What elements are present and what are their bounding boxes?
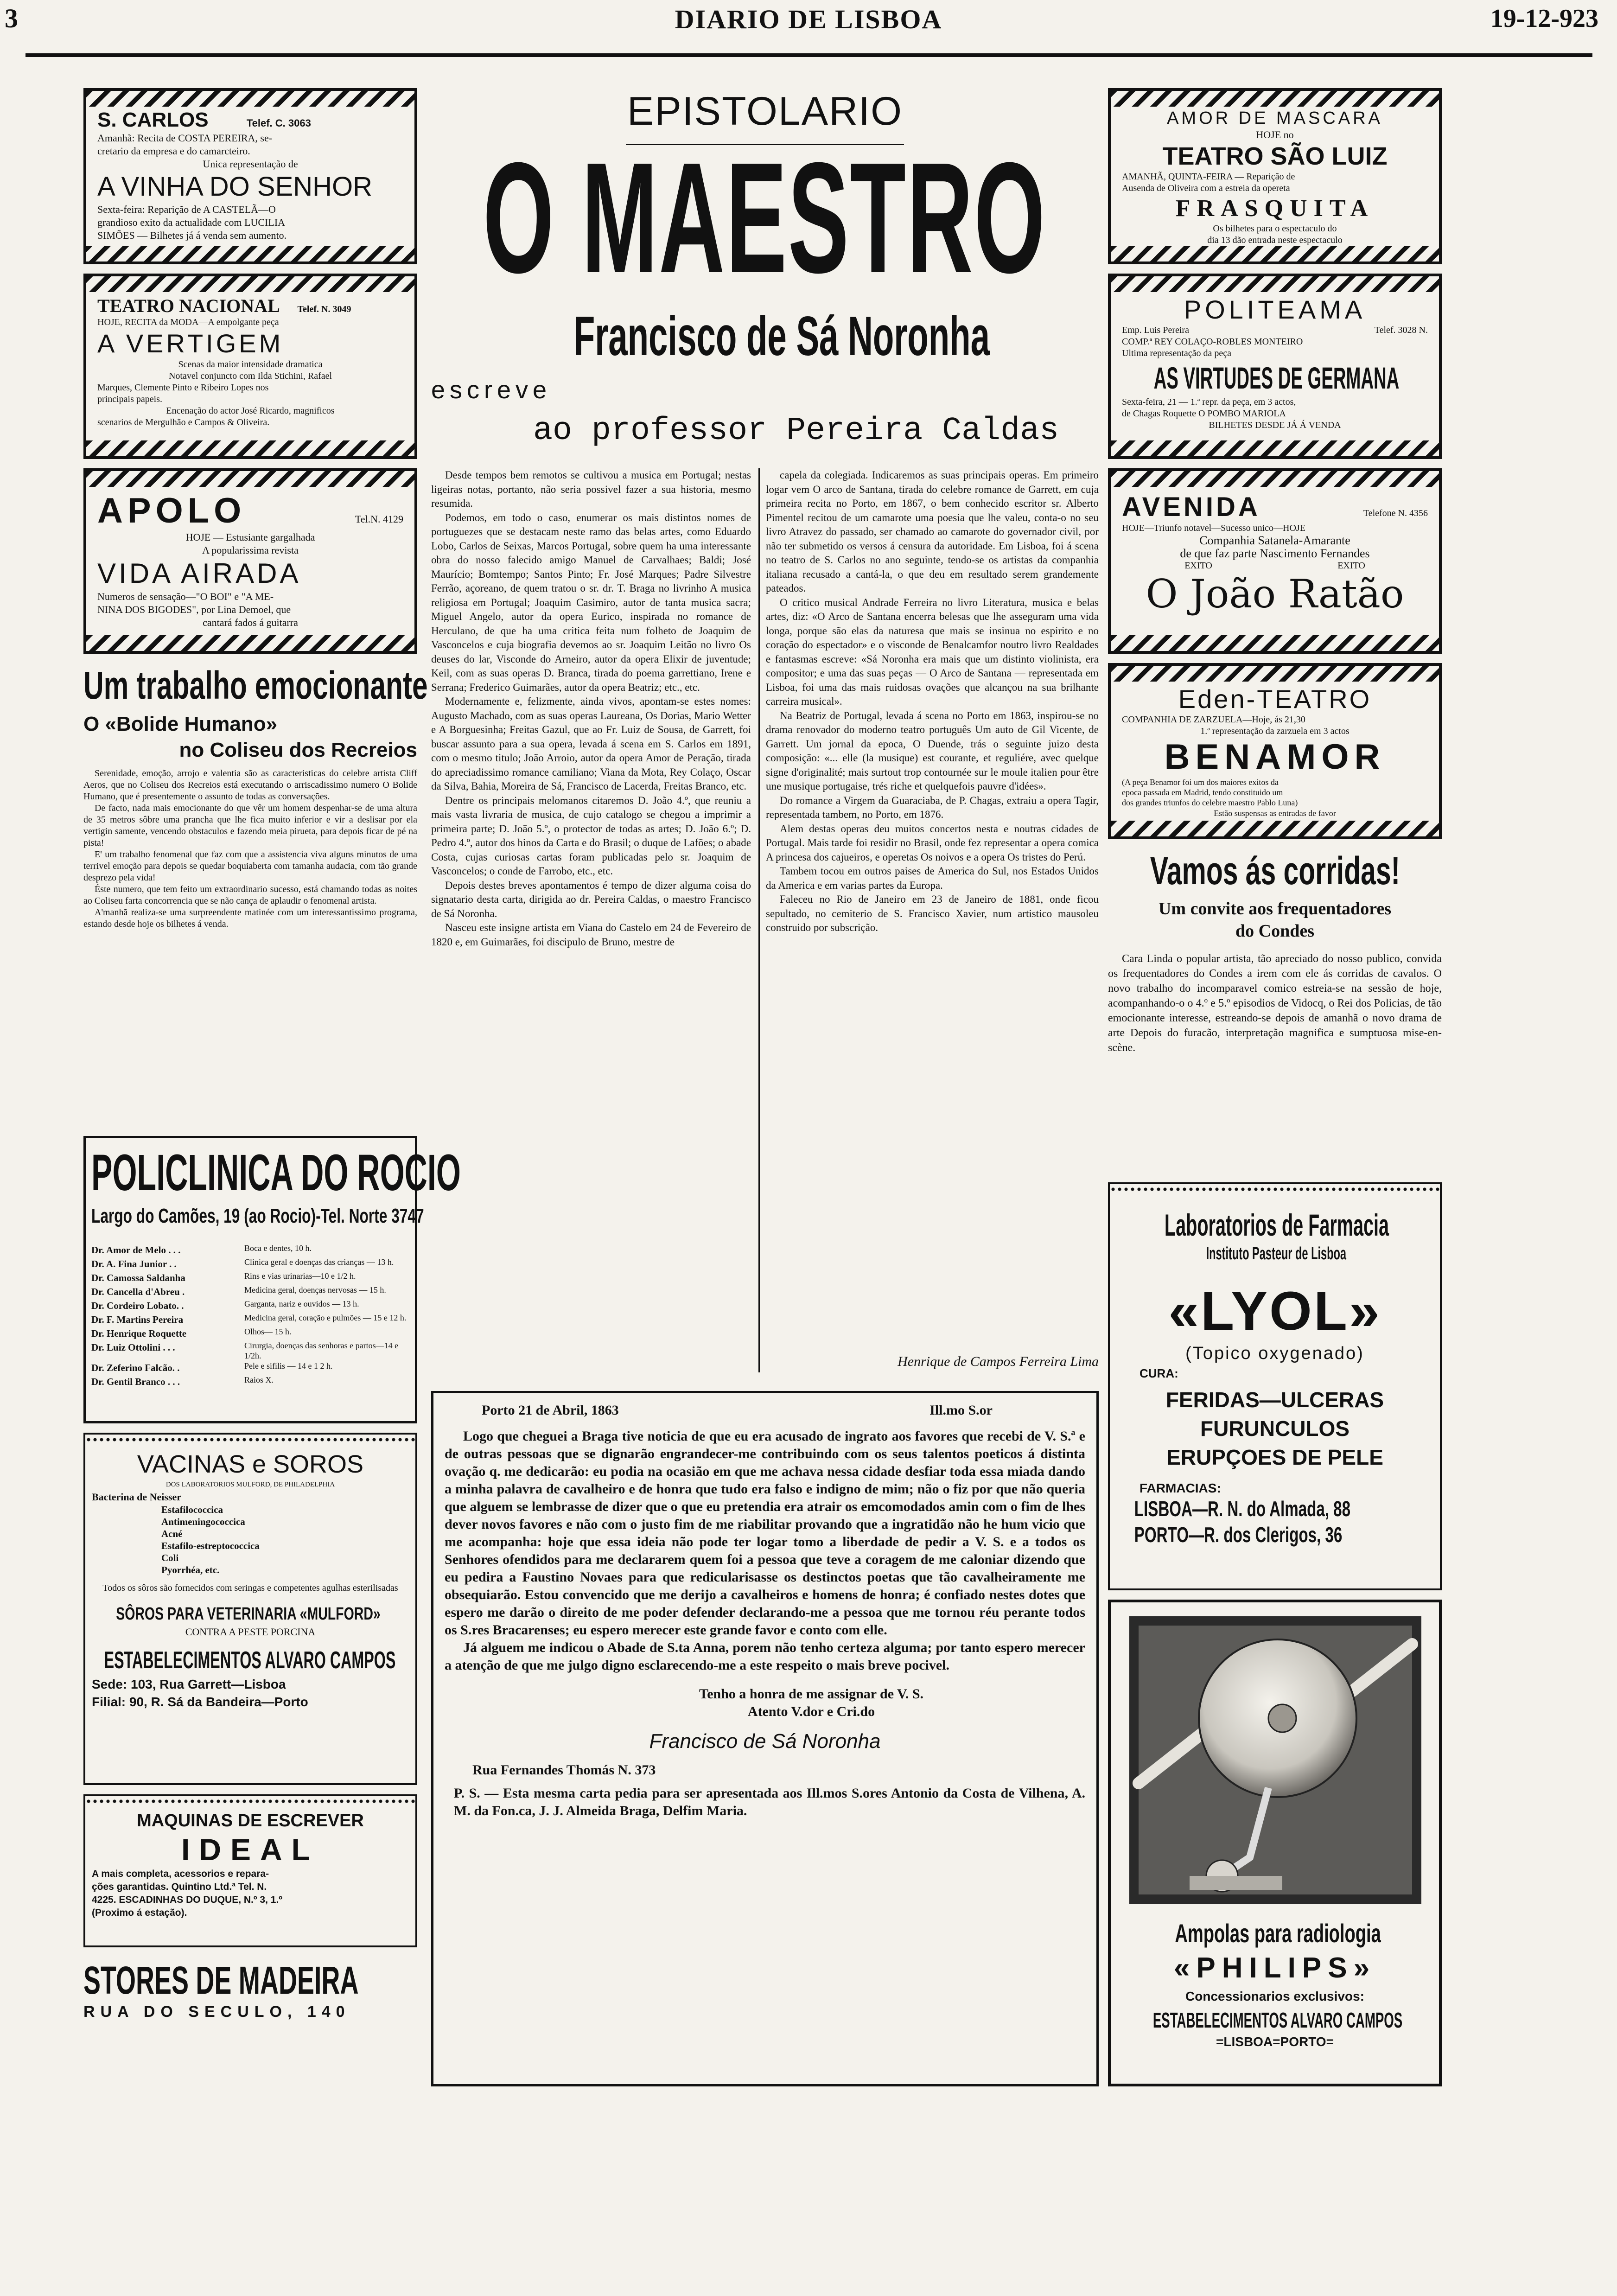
brand-name: «LYOL»	[1168, 1281, 1381, 1342]
ad-line: COMP.ª REY COLAÇO-ROBLES MONTEIRO	[1122, 337, 1303, 347]
zigzag-border-icon	[1111, 821, 1439, 836]
dotted-border-icon	[85, 1798, 415, 1804]
theatre-name: TEATRO SÃO LUIZ	[1162, 142, 1388, 170]
company-address: Filial: 90, R. Sá da Bandeira—Porto	[92, 1695, 308, 1709]
ad-line: Ausenda de Oliveira com a estreia da opereta	[1122, 183, 1290, 193]
doctor-specialty: Garganta, nariz e ouvidos — 13 h.	[244, 1299, 359, 1308]
ad-apolo	[83, 468, 417, 654]
ad-line: Encenação do actor José Ricardo, magnificos	[166, 406, 335, 416]
article-paragraph: Desde tempos bem remotos se cultivou a musica em Portugal; nestas ligeiras notas, portanto, não seria possivel fazer a sua historia, mesmo resumida.	[431, 469, 751, 509]
doctor-row	[91, 1257, 409, 1271]
product-headline: VACINAS e SOROS	[137, 1450, 364, 1478]
ad-line: Sexta-feira, 21 — 1.ª repr. da peça, em 3 actos,	[1122, 397, 1296, 407]
theatre-name: TEATRO NACIONAL	[97, 295, 279, 316]
article-subhead: ao professor Pereira Caldas	[533, 413, 1059, 449]
doctor-specialty: Olhos— 15 h.	[244, 1327, 292, 1336]
ad-line: cretario da empresa e do camarcteiro.	[97, 145, 250, 157]
ad-line: Emp. Luis Pereira	[1122, 325, 1189, 335]
ad-philips	[1108, 1600, 1442, 2086]
doctor-name: Dr. F. Martins Pereira	[91, 1314, 184, 1325]
article-paragraph: Tambem tocou em outros paises de America do Sul, nos Estados Unidos da America e em varias partes da Europa.	[766, 865, 1099, 891]
ad-line: Unica representação de	[203, 158, 298, 170]
doctor-specialty: Rins e vias urinarias—10 e 1/2 h.	[244, 1271, 356, 1281]
ad-line: grandioso exito da actualidade com LUCILIA	[97, 217, 286, 228]
article-paragraph: De facto, nada mais emocionante do que vêr um homem despenhar-se de uma altura de 35 metros sôbre uma prancha que lhe fica muito inferior e vir a deslisar por ela vertigin samente, vencendo obstaculos e fazendo meia pirueta, para depois ficar de pé na pista!	[83, 803, 417, 848]
ad-vacinas	[83, 1433, 417, 1785]
lab-name: Laboratorios de Farmacia	[1164, 1208, 1389, 1242]
letter-signature: Francisco de Sá Noronha	[649, 1730, 881, 1753]
article-headline: O MAESTRO	[483, 130, 1046, 306]
doctor-specialty: Medicina geral, doenças nervosas — 15 h.	[244, 1285, 386, 1295]
theatre-phone: Telefone N. 4356	[1363, 508, 1428, 518]
clinic-address: Largo do Camões, 19 (ao Rocio)-Tel. Norte 3747	[91, 1205, 424, 1227]
doctor-name: Dr. Luiz Ottolini . . .	[91, 1342, 175, 1353]
header-rule	[25, 53, 1592, 57]
ad-line: HOJE, RECITA da MODA—A empolgante peça	[97, 317, 279, 327]
doctor-row	[91, 1271, 409, 1285]
ad-line: scenarios de Mergulhão e Campos & Oliveira.	[97, 417, 270, 427]
article-subhead: no Coliseu dos Recreios	[179, 739, 417, 761]
article-column-2	[766, 468, 1099, 935]
ad-line: Amanhã: Recita de COSTA PEREIRA, se-	[97, 132, 273, 144]
play-title: O João Ratão	[1146, 571, 1404, 617]
ad-line: FURUNCULOS	[1200, 1416, 1350, 1441]
doctor-name: Dr. Camossa Saldanha	[91, 1272, 185, 1283]
letter-address: Rua Fernandes Thomás N. 373	[472, 1762, 656, 1778]
newspaper-title: DIARIO DE LISBOA	[675, 4, 942, 34]
doctor-specialty: Cirurgia, doenças das senhoras e partos—14 e 1/2h.	[244, 1341, 399, 1360]
ad-line: epoca passada em Madrid, tendo constituido um	[1122, 788, 1283, 797]
issue-date: 19-12-923	[1490, 4, 1598, 33]
article-paragraph: A'manhã realiza-se uma surpreendente matinée com um interessantissimo programa, estando desde hoje os bilhetes á venda.	[83, 907, 417, 929]
ad-line: Ultima representação da peça	[1122, 348, 1231, 358]
doctor-specialty: Clinica geral e doenças das crianças — 13 h.	[244, 1257, 394, 1267]
ad-line: (Topico oxygenado)	[1185, 1344, 1364, 1363]
ad-line: Estão suspensas as entradas de favor	[1214, 809, 1336, 818]
letter-closing: Tenho a honra de me assignar de V. S.	[699, 1686, 923, 1702]
ad-line: de que faz parte Nascimento Fernandes	[1180, 547, 1370, 560]
zigzag-border-icon	[86, 635, 414, 651]
article-trabalho	[83, 663, 428, 1127]
company-address: Sede: 103, Rua Garrett—Lisboa	[92, 1677, 286, 1691]
ad-line: CURA:	[1140, 1366, 1178, 1380]
ad-line: FARMACIAS:	[1140, 1481, 1221, 1495]
ad-line: BILHETES DESDE JÁ Á VENDA	[1209, 420, 1341, 430]
product-headline: MAQUINAS DE ESCREVER	[137, 1811, 364, 1830]
clinic-name: POLICLINICA DO ROCIO	[91, 1144, 461, 1201]
vaccine-item: Pyorrhéa, etc.	[161, 1564, 220, 1575]
letter-closing: Atento V.dor e Cri.do	[747, 1704, 875, 1719]
article-paragraph: O critico musical Andrade Ferreira no livro Literatura, musica e belas artes, diz: «O Arco de Santana encerra belesas que lhe asseguram uma vida longa, porque são elas da naturesa que mais se insinua no espirito e no coração do espectador» e o visconde de Benalcamfor noutro livro Realdades e fantasmas escreve: «Sá Noronha era mais que um distinto violinista, era compositor; e uma das suas peças — O Arco de Santana — representada em Lisboa, foi uma das mais ruidosas ovações que alcançou na sua brilhante carreira musical».	[766, 596, 1099, 707]
theatre-name: S. CARLOS	[97, 108, 209, 131]
play-title: A VINHA DO SENHOR	[97, 172, 373, 202]
dotted-border-icon	[1110, 1186, 1440, 1193]
doctor-name: Dr. Gentil Branco . . .	[91, 1376, 180, 1387]
left-column	[83, 79, 461, 2267]
ad-stores	[83, 1959, 417, 2024]
letter-date: Porto 21 de Abril, 1863	[482, 1403, 619, 1418]
company-address: RUA DO SECULO, 140	[83, 2003, 350, 2021]
ad-line: NINA DOS BIGODES", por Lina Demoel, que	[97, 604, 291, 615]
dotted-border-icon	[85, 1436, 415, 1444]
vaccine-list	[92, 1504, 409, 1576]
ad-policlinica	[83, 1136, 461, 1423]
ad-line: dia 13 dão entrada neste espectaculo	[1207, 235, 1343, 245]
doctor-row	[91, 1361, 409, 1375]
theatre-name: Eden-TEATRO	[1178, 684, 1372, 714]
vaccine-item: Estafilo-estreptococcica	[161, 1540, 260, 1551]
article-paragraph: Serenidade, emoção, arrojo e valentia são as caracteristicas do celebre artista Cliff Aeros, que no Coliseu dos Recreios está executando o arriscadissimo numero O Bolide Humano, que é presentemente o assunto de todas as conversações.	[83, 768, 417, 802]
vaccine-item: Acné	[161, 1528, 183, 1539]
theatre-phone: Telef. N. 3049	[297, 304, 351, 314]
ad-line: DOS LABORATORIOS MULFORD, DE PHILADELPHIA	[166, 1481, 335, 1488]
doctor-row	[91, 1340, 409, 1361]
ad-eden-teatro	[1108, 663, 1442, 839]
zigzag-border-icon	[86, 91, 414, 107]
company-name: ESTABELECIMENTOS ALVARO CAMPOS	[104, 1647, 396, 1674]
article-signature: Henrique de Campos Ferreira Lima	[898, 1354, 1099, 1369]
ad-line: HOJE — Estusiante gargalhada	[185, 531, 315, 543]
zigzag-border-icon	[1111, 440, 1439, 456]
doctor-specialty: Pele e sifilis — 14 e 1 2 h.	[244, 1361, 333, 1371]
ad-line: Numeros de sensação—"O BOI" e "A ME-	[97, 591, 274, 602]
product-headline: STORES DE MADEIRA	[83, 1958, 359, 2002]
letter-box	[431, 1391, 1099, 2086]
ad-line: EXITO	[1337, 561, 1365, 571]
brand-name: «PHILIPS»	[1173, 1952, 1376, 1984]
doctor-specialty: Medicina geral, coração e pulmões — 15 e 12 h.	[244, 1313, 407, 1322]
ad-line: de Chagas Roquette O POMBO MARIOLA	[1122, 408, 1286, 419]
theatre-name: AVENIDA	[1122, 492, 1260, 522]
brand-name: IDEAL	[181, 1832, 319, 1867]
ad-line: AMANHÃ, QUINTA-FEIRA — Reparição de	[1122, 172, 1295, 182]
vaccine-item: Antimeningococcica	[161, 1516, 245, 1527]
doctor-name: Dr. A. Fina Junior . .	[91, 1258, 177, 1269]
theatre-phone: Telef. 3028 N.	[1374, 325, 1428, 335]
ad-line: 4225. ESCADINHAS DO DUQUE, N.º 3, 1.º	[92, 1894, 282, 1905]
zigzag-border-icon	[86, 246, 414, 261]
article-paragraph: Depois destes breves apontamentos é tempo de dizer alguma coisa do signatario desta carta, dirigida ao dr. Pereira Caldas, o maestro Francisco de Sá Noronha.	[431, 879, 751, 919]
doctor-specialty: Raios X.	[244, 1375, 274, 1384]
article-subhead: O «Bolide Humano»	[83, 713, 278, 735]
theatre-name: POLITEAMA	[1184, 295, 1366, 324]
ad-theatre-name	[97, 108, 403, 132]
ad-maquinas	[83, 1794, 417, 1947]
article-paragraph: Dentre os principais melomanos citaremos D. João 4.º, que reuniu a mais vasta livraria de musica, de cujo catalogo se chegou a imprimir a primeira parte; D. João 5.º, o protector de todas as artes; D. João 6.º; D. Pedro 4.º, autor dos hinos da Carta e do Brasil; o duque de Lafões; o abade Costa, cujas curiosas cartas foram publicadas pelo sr. Joaquim de Vasconcelos; o conde de Farrobo, etc., etc.	[431, 794, 751, 877]
article-paragraph: Podemos, em todo o caso, enumerar os mais distintos nomes de portuguezes que se destacam neste ramo das belas artes, como Eduardo Lobo, Carlos de Seixas, Marcos Portugal, sobre quem ha uma interessante obra do nosso falecido amigo Manuel de Carvalhaes; Baldi; José Maurício; Bomtempo; Santos Pinto; Fr. José Marques; Padre Silvestre Ferrão, açoreano, de quem tratou o sr. dr. T. Braga no livrinho A musica religiosa em Portugal; Joaquim Casimiro, autor de tanta musica sacra; Miguel Angelo, autor da opera Eurico, inspirada no romance de Herculano, de que ha uma critica feita num folheto de Joaquim de Vasconcelos e cuja biografia devemos ao sr. Joaquim Leitão no livro Os deuses do lar, Visconde do Arneiro, autor da opera Elixir de juventude; Keil, com as suas operas D. Branca, tirada do poema garrettiano, Irene e Serrana; Frederico Guimarães, autor da opera Beatriz; etc., etc.	[431, 511, 751, 693]
play-title: FRASQUITA	[1175, 195, 1375, 222]
zigzag-border-icon	[1111, 246, 1439, 261]
ad-line: Bacterina de Neisser	[92, 1491, 182, 1503]
play-title: AMOR DE MASCARA	[1167, 108, 1383, 128]
ad-line: Os bilhetes para o espectaculo do	[1213, 223, 1337, 234]
ad-line: HOJE—Triunfo notavel—Sucesso unico—HOJE	[1122, 523, 1305, 533]
zigzag-border-icon	[1111, 471, 1439, 487]
company-address: =LISBOA=PORTO=	[1216, 2035, 1334, 2049]
play-title: AS VIRTUDES DE GERMANA	[1153, 361, 1400, 395]
zigzag-border-icon	[86, 276, 414, 292]
ad-line: A popularissima revista	[202, 544, 299, 556]
ad-theatre-name	[97, 295, 403, 317]
ad-line: Concessionarios exclusivos:	[1185, 1989, 1364, 2003]
zigzag-border-icon	[86, 471, 414, 487]
ad-lyol	[1108, 1182, 1442, 1590]
article-paragraph: Nasceu este insigne artista em Viana do Castelo em 24 de Fevereiro de 1820 e, em Guimarães, foi discipulo de Bruno, mestre de	[431, 922, 751, 948]
article-author: Francisco de Sá Noronha	[573, 305, 990, 367]
article-paragraph: E' um trabalho fenomenal que faz com que a assistencia viva alguns minutos de uma terrivel emoção para depois se quedar boquiaberta com tamanha audacia, com tão grande desprezo pela vida!	[83, 849, 417, 883]
article-paragraph: Alem destas operas deu muitos concertos nesta e noutras cidades de Portugal. Mais tarde foi residir no Brasil, onde fez representar a opera comica A princesa dos cajueiros, e operetas Os noivos e a opera Os tristes do Perú.	[766, 823, 1099, 863]
letter-postscript: P. S. — Esta mesma carta pedia para ser apresentada aos Ill.mos S.ores Antonio da Costa de Vilhena, A. M. da Fon.ca, J. J. Almeida Braga, Delfim Maria.	[454, 1786, 1085, 1818]
doctor-row	[91, 1285, 409, 1299]
theatre-phone: Telef. C. 3063	[246, 117, 311, 129]
ad-line: Notavel conjuncto com Ilda Stichini, Rafael	[168, 371, 332, 381]
doctor-row	[91, 1375, 409, 1389]
ad-amor-de-mascara	[1108, 88, 1442, 264]
play-title: A VERTIGEM	[97, 329, 284, 358]
article-paragraph: Éste numero, que tem feito um extraordinario sucesso, está chamando todas as noites ao Coliseu farta concorrencia que se não cança de aplaudir o fenomenal artista.	[83, 884, 417, 906]
ad-line: COMPANHIA DE ZARZUELA—Hoje, ás 21,30	[1122, 714, 1305, 725]
vaccine-item: Estafilococcica	[161, 1504, 223, 1515]
zigzag-border-icon	[1111, 666, 1439, 682]
ad-line: (A peça Benamor foi um dos maiores exitos da	[1122, 778, 1279, 787]
letter-salutation: Ill.mo S.or	[929, 1403, 993, 1418]
doctor-name: Dr. Zeferino Falcão. .	[91, 1362, 180, 1373]
article-headline: Um trabalho emocionante	[83, 663, 428, 707]
doctor-row	[91, 1299, 409, 1313]
theatre-phone: Tel.N. 4129	[355, 513, 403, 525]
ad-line: Scenas da maior intensidade dramatica	[178, 359, 323, 370]
article-subhead: do Condes	[1235, 921, 1314, 941]
ad-line: SÔROS PARA VETERINARIA «MULFORD»	[116, 1604, 381, 1624]
ad-line: SIMÕES — Bilhetes já á venda sem aumento.	[97, 230, 287, 241]
company-name: ESTABELECIMENTOS ALVARO CAMPOS	[1152, 2008, 1403, 2032]
ad-line: Sexta-feira: Reparição de A CASTELÃ—O	[97, 204, 276, 215]
doctor-specialty: Boca e dentes, 10 h.	[244, 1244, 312, 1253]
article-paragraph: Na Beatriz de Portugal, levada á scena no Porto em 1863, inspirou-se no drama renovador do moderno teatro português Um auto de Gil Vicente, de Garrett. Um jornal da epoca, O Duende, trás o seguinte juizo desta composição: «... elle (la musique) est courante, et reguliére, avec quelque signe d'originalité; mais surtout trop contournée sur le moule italien pour être une musique portugaise, trés riche et quelquefois pauvre d'idées».	[766, 709, 1099, 792]
letter-body: Logo que cheguei a Braga tive noticia de que eu era acusado de ingrato aos favores que recebi de V. S.ª e de outras pessoas que se dignarão engrandecer-me contribuindo com os seus talentos poeticos á distinta ovação q. me dedicarão: eu podia na ocasião em que me achava nessa cidade desfiar toda essa miada dando a minha palavra de cavalheiro e de honra que tudo era falso e indigno de mim; não o fiz por que não queria que alguem se lembrasse de dizer que o que eu pretendia era atrair os emcomodados amin com o fim de lhes dever novos favores e não com o justo fim de me riabilitar provando que a ingratidão não he hum vicio que me acompanha: hoje que essa ideia não pode ter logar tomo a liberdade de pedir a V. S. e a todos os Senhores ofendidos para me declararem quem foi a pessoa que teve a coragem de me caloniar dizendo que eu pedira a Faustino Novaes para que redicularisasse os destinctos poetas que tão cavalheiramente me obsequiarão. Estou convencido que me derijo a cavalheiros e homens de honra; é confiado nestes dotes que espero me darão o direito de me poder defender declarando-me a pessoa que me tornou réu perante todos os S.res Bracarenses; eu espero merecer este grande favor e conto com elle.	[445, 1429, 1085, 1638]
article-headline: Vamos ás corridas!	[1150, 849, 1401, 893]
article-corridas	[1108, 848, 1442, 1182]
ad-line: 1.ª representação da zarzuela em 3 actos	[1200, 726, 1350, 736]
doctor-name: Dr. Amor de Melo . . .	[91, 1244, 181, 1256]
ad-avenida	[1108, 468, 1442, 654]
zigzag-border-icon	[1111, 276, 1439, 292]
center-article	[431, 79, 1099, 2267]
ad-s-carlos	[83, 88, 417, 264]
pharmacy-address: LISBOA—R. N. do Almada, 88	[1134, 1497, 1351, 1521]
ad-line: Companhia Satanela-Amarante	[1199, 534, 1350, 547]
article-subhead: escreve	[431, 376, 552, 404]
ad-line: (Proximo á estação).	[92, 1907, 187, 1918]
doctor-name: Dr. Cancella d'Abreu .	[91, 1286, 185, 1297]
ad-line: cantará fados á guitarra	[203, 617, 298, 628]
letter-body: Já alguem me indicou o Abade de S.ta Anna, porem não tenho certeza alguma; por tanto espero merecer a atenção de que me julgo digno esclarecendo-me a este respeito o mais breve pocivel.	[445, 1640, 1085, 1673]
article-column-1	[431, 468, 751, 949]
product-headline: Ampolas para radiologia	[1175, 1919, 1381, 1948]
ad-line: FERIDAS—ULCERAS	[1165, 1388, 1384, 1412]
doctor-name: Dr. Cordeiro Lobato. .	[91, 1300, 184, 1311]
zigzag-border-icon	[86, 440, 414, 456]
pharmacy-address: PORTO—R. dos Clerigos, 36	[1134, 1523, 1343, 1547]
ad-line: ERUPÇOES DE PELE	[1166, 1445, 1383, 1469]
ad-line: HOJE no	[1256, 129, 1294, 140]
doctor-row	[91, 1327, 409, 1340]
page-number: 3	[5, 3, 18, 33]
article-paragraph: Modernamente e, felizmente, ainda vivos, apontam-se estes nomes: Augusto Machado, com as suas operas Laureana, Os Dorias, Mario Wetter e A Borguesinha; Freitas Gazul, que ao Fr. Luiz de Sousa, de Garrett, foi buscar assunto para a sua opera, levada á scena em S. Carlos em 1891, com o mesmo titulo; João Arroio, autor da opera Amor de Peração, tirada do apreciadissimo romance camiliano; Viana da Mota, Rey Colaço, Oscar da Silva, Bahia, Moreira de Sá, Francisco de Lacerda, Freitas Branco, etc.	[431, 695, 751, 792]
column-rule	[758, 468, 760, 1372]
ad-line: Marques, Clemente Pinto e Ribeiro Lopes nos	[97, 383, 269, 393]
doctor-list	[91, 1243, 409, 1389]
ad-line: ções garantidas. Quintino Ltd.ª Tel. N.	[92, 1881, 267, 1892]
doctor-row	[91, 1313, 409, 1327]
article-paragraph: Faleceu no Rio de Janeiro em 23 de Janeiro de 1881, onde ficou sepultado, no cemiterio de S. Francisco Xavier, num artistico mausoleu construido por subscrição.	[766, 893, 1099, 933]
ad-politeama	[1108, 274, 1442, 459]
ad-line: A mais completa, acessorios e repara-	[92, 1869, 269, 1879]
vaccine-item: Coli	[161, 1552, 179, 1563]
section-kicker: EPISTOLARIO	[627, 89, 903, 134]
ad-line: dos grandes triunfos do celebre maestro Pablo Luna)	[1122, 798, 1298, 807]
ad-line: principais papeis.	[97, 394, 162, 404]
doctor-name: Dr. Henrique Roquette	[91, 1328, 187, 1339]
ad-teatro-nacional	[83, 274, 417, 459]
doctor-row	[91, 1243, 409, 1257]
lab-name: Instituto Pasteur de Lisboa	[1206, 1244, 1346, 1263]
ad-line: EXITO	[1184, 561, 1212, 571]
page-header	[0, 0, 1617, 51]
article-paragraph: Do romance a Virgem da Guaraciaba, de P. Chagas, extraiu a opera Tagir, representada tambem, no Porto, em 1876.	[766, 794, 1099, 820]
x-ray-tube-icon	[1129, 1616, 1421, 1904]
article-paragraph: Cara Linda o popular artista, tão apreciado do nosso publico, convida os frequentadores do Condes a irem com ele ás corridas de cavalos. O novo trabalho do incomparavel comico estreia-se na sessão de hoje, acompanhando-o o 4.º e 5.º episodios de Vidocq, o Rei dos Policias, de tão emocionante interesse, estreando-se depois de amanhã o novo drama de arte Depois do furacão, interpretação magnifica e sumptuosa mise-en-scène.	[1108, 953, 1442, 1054]
theatre-name: APOLO	[97, 491, 246, 530]
right-column	[1108, 79, 1442, 2267]
zigzag-border-icon	[1111, 91, 1439, 107]
article-subhead: Um convite aos frequentadores	[1158, 899, 1392, 918]
ad-line: Todos os sôros são fornecidos com seringas e competentes agulhas esterilisadas	[102, 1583, 398, 1593]
play-title: BENAMOR	[1164, 737, 1386, 777]
ad-line: CONTRA A PESTE PORCINA	[185, 1626, 316, 1638]
zigzag-border-icon	[1111, 635, 1439, 651]
play-title: VIDA AIRADA	[97, 558, 301, 589]
article-paragraph: capela da colegiada. Indicaremos as suas principais operas. Em primeiro logar vem O arco de Santana, tirada do celebre romance de Garrett, em cuja primeira recita no Porto, em 1867, o bem conhecido escritor sr. Alberto Pimentel recitou de um camarote uma poesia que lhe valeu, conta-o no seu livro Atravez do passado, ser chamado ao camarote do governador civil, por não ter submetido os versos á censura da autoridade. Em Lisboa, foi á scena no teatro de S. Carlos no ano seguinte, tendo-se os artistas da companhia italiana recusado a cantá-la, o que deu em resultado serem grandemente pateados.	[766, 469, 1099, 594]
